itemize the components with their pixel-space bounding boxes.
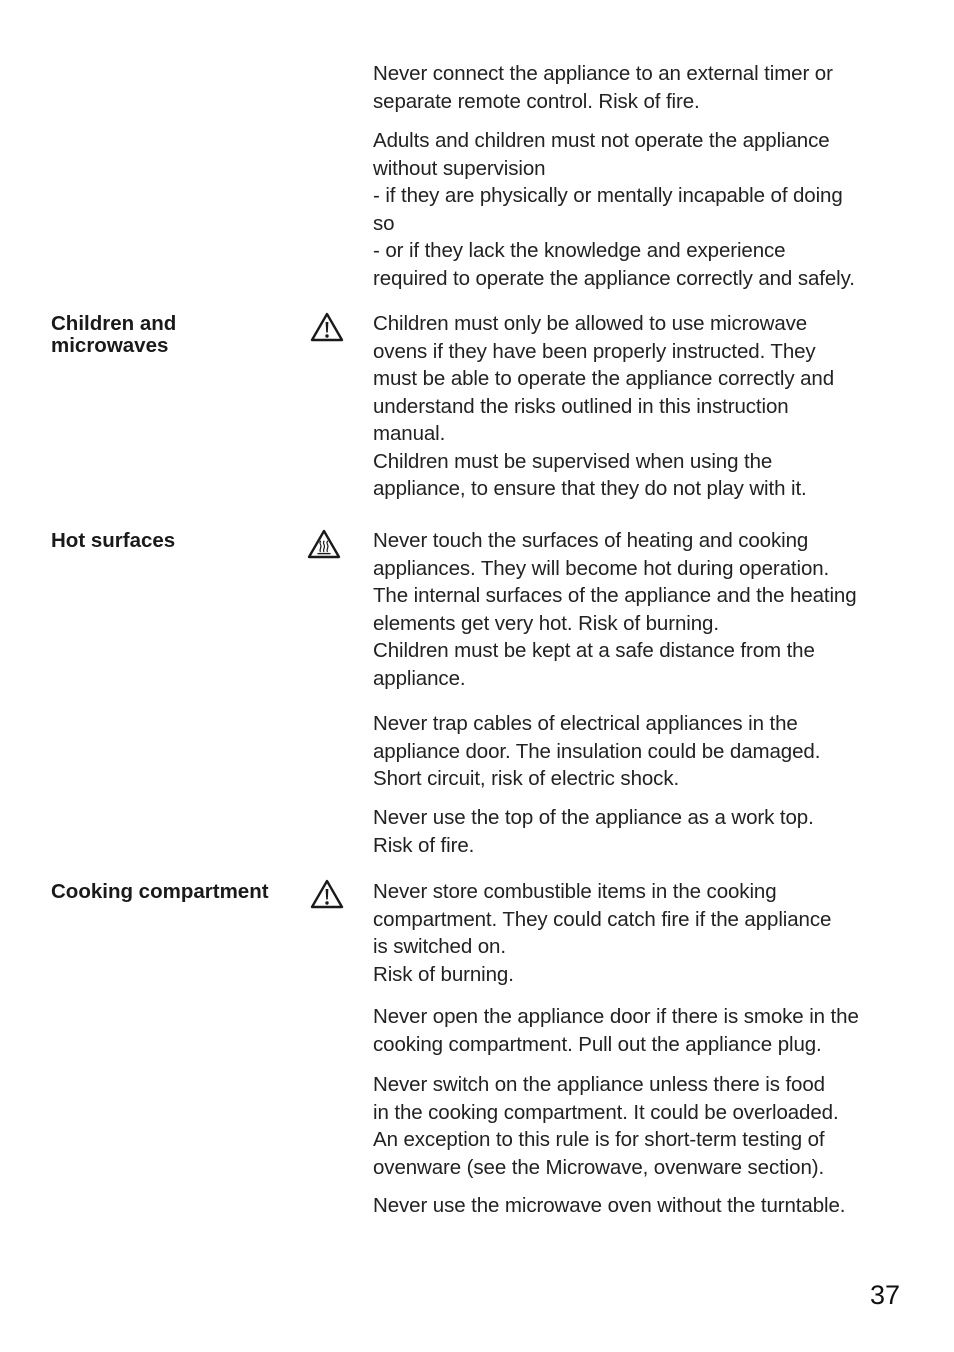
paragraph-children-instructed: Children must only be allowed to use microwave ovens if they have been properly instructed. They must be able to operate the appliance correctly and understand the risks outlined in this instruction manual. Children must be supervised when using the appliance, to ensure that they do not play with it. (373, 312, 834, 500)
section-heading-cooking-compartment: Cooking compartment (51, 880, 269, 903)
paragraph-smoke: Never open the appliance door if there is smoke in the cooking compartment. Pull out the appliance plug. (373, 1005, 859, 1056)
section-heading-children-and-microwaves: Children and microwaves (51, 312, 177, 357)
paragraph-external-timer: Never connect the appliance to an external timer or separate remote control. Risk of fire. (373, 62, 833, 113)
paragraph-combustible-items: Never store combustible items in the cooking compartment. They could catch fire if the appliance is switched on. Risk of burning. (373, 880, 832, 986)
paragraph-empty-operation: Never switch on the appliance unless there is food in the cooking compartment. It could be overloaded. An exception to this rule is for short-term testing of ovenware (see the Microwave, ovenware section). (373, 1073, 839, 1179)
paragraph-trap-cables: Never trap cables of electrical appliances in the appliance door. The insulation could be damaged. Short circuit, risk of electric shock. (373, 712, 821, 790)
section-heading-hot-surfaces: Hot surfaces (51, 529, 176, 552)
paragraph-supervision: Adults and children must not operate the appliance without supervision - if they are physically or mentally incapable of doing so - or if they lack the knowledge and experience required to operate the appliance correctly and safely. (373, 129, 855, 290)
paragraph-hot-surfaces: Never touch the surfaces of heating and cooking appliances. They will become hot during operation. The internal surfaces of the appliance and the heating elements get very hot. Risk of burning. Children must be kept at a safe distance from the appliance. (373, 529, 857, 690)
paragraph-turntable: Never use the microwave oven without the turntable. (373, 1194, 846, 1217)
hot-surface-warning-icon (306, 528, 342, 560)
warning-triangle-icon (309, 878, 345, 910)
page-number: 37 (869, 1280, 900, 1310)
paragraph-work-top: Never use the top of the appliance as a work top. Risk of fire. (373, 806, 814, 857)
warning-triangle-icon (309, 311, 345, 343)
